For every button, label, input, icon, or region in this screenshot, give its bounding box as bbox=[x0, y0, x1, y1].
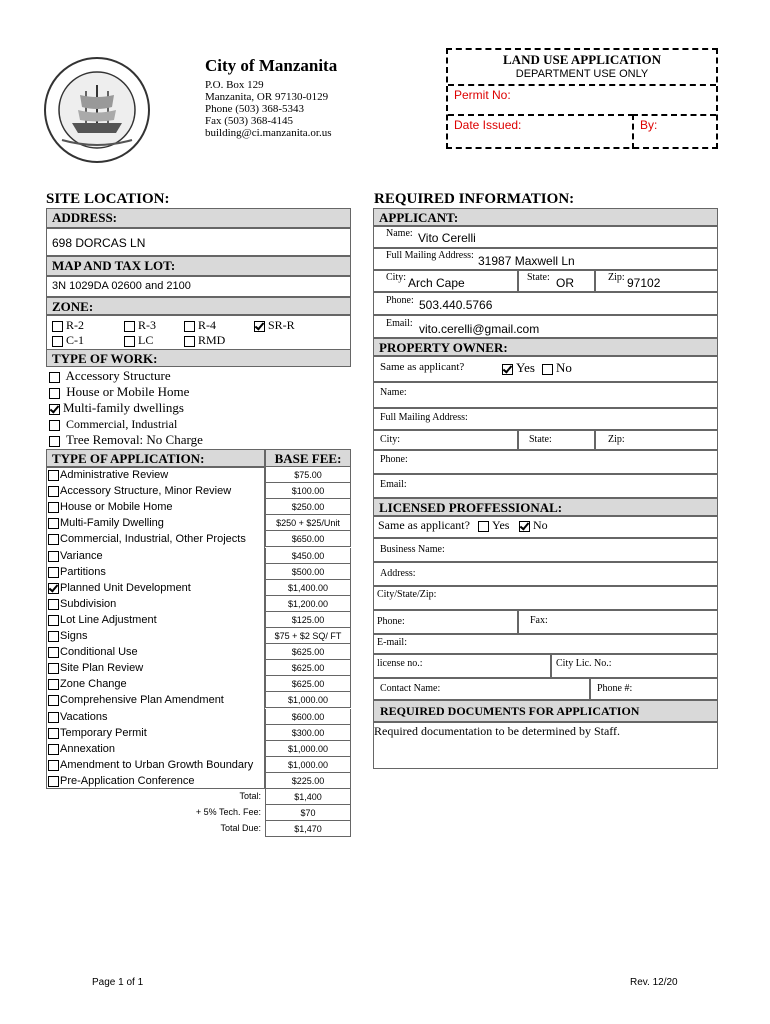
application-type-checkbox[interactable] bbox=[48, 631, 59, 642]
application-type-label: Partitions bbox=[60, 565, 106, 578]
type-of-application-header: TYPE OF APPLICATION: bbox=[46, 449, 265, 467]
base-fee-cell: $125.00 bbox=[265, 612, 351, 628]
page-number: Page 1 of 1 bbox=[92, 977, 144, 988]
application-type-checkbox[interactable] bbox=[48, 583, 59, 594]
base-fee-cell: $625.00 bbox=[265, 676, 351, 692]
work-accessory-checkbox[interactable] bbox=[49, 372, 60, 383]
application-type-row[interactable] bbox=[46, 741, 351, 757]
application-type-label: Annexation bbox=[60, 742, 116, 755]
owner-name-field[interactable]: Name: bbox=[373, 382, 718, 408]
application-type-checkbox[interactable] bbox=[48, 567, 59, 578]
application-type-label: Commercial, Industrial, Other Projects bbox=[60, 533, 246, 546]
owner-yes-checkbox[interactable] bbox=[502, 364, 513, 375]
business-name-field[interactable]: Business Name: bbox=[373, 538, 718, 562]
zone-header: ZONE: bbox=[46, 297, 351, 315]
application-type-row[interactable] bbox=[46, 612, 351, 628]
total-label: Total Due: bbox=[220, 823, 261, 833]
application-type-checkbox[interactable] bbox=[48, 502, 59, 513]
city-phone: Phone (503) 368-5343 bbox=[205, 103, 304, 115]
owner-city-field[interactable]: City: bbox=[373, 430, 518, 450]
base-fee-cell: $500.00 bbox=[265, 564, 351, 580]
po-box: P.O. Box 129 bbox=[205, 79, 264, 91]
application-type-checkbox[interactable] bbox=[48, 551, 59, 562]
applicant-name-field[interactable]: Name: Vito Cerelli bbox=[373, 226, 718, 248]
type-of-work-header: TYPE OF WORK: bbox=[46, 349, 351, 367]
owner-no-checkbox[interactable] bbox=[542, 364, 553, 375]
application-type-label: Zone Change bbox=[60, 678, 127, 691]
application-type-label: Accessory Structure, Minor Review bbox=[60, 485, 232, 498]
owner-state-field[interactable]: State: bbox=[518, 430, 595, 450]
application-type-row[interactable] bbox=[46, 773, 351, 789]
zone-r4-checkbox[interactable] bbox=[184, 321, 195, 332]
application-type-label: Administrative Review bbox=[60, 469, 169, 481]
total-label: Total: bbox=[239, 791, 261, 801]
application-type-row[interactable] bbox=[46, 531, 351, 547]
lic-city-state-zip-field[interactable]: City/State/Zip: bbox=[373, 586, 718, 610]
base-fee-cell: $75 + $2 SQ/ FT bbox=[265, 628, 351, 644]
application-type-checkbox[interactable] bbox=[48, 518, 59, 529]
owner-zip-field[interactable]: Zip: bbox=[595, 430, 718, 450]
zone-r2[interactable]: R-2 bbox=[52, 318, 84, 333]
application-type-row[interactable] bbox=[46, 692, 351, 708]
zone-srr[interactable]: SR-R bbox=[254, 318, 295, 333]
base-fee-cell: $450.00 bbox=[265, 548, 351, 564]
application-type-row[interactable] bbox=[46, 548, 351, 564]
owner-same-no[interactable]: No bbox=[542, 360, 572, 376]
base-fee-cell: $75.00 bbox=[265, 467, 351, 483]
revision: Rev. 12/20 bbox=[630, 977, 678, 988]
application-type-row[interactable] bbox=[46, 660, 351, 676]
application-type-label: Subdivision bbox=[60, 597, 117, 610]
owner-phone-field[interactable]: Phone: bbox=[373, 450, 718, 474]
base-fee-cell: $625.00 bbox=[265, 644, 351, 660]
land-use-title: LAND USE APPLICATION bbox=[503, 52, 661, 67]
city-lic-no-field[interactable]: City Lic. No.: bbox=[551, 654, 718, 678]
application-type-label: Site Plan Review bbox=[60, 662, 144, 675]
application-type-row[interactable] bbox=[46, 580, 351, 596]
work-tree-checkbox[interactable] bbox=[49, 436, 60, 447]
address-field[interactable]: 698 DORCAS LN bbox=[46, 228, 351, 256]
application-type-row[interactable] bbox=[46, 499, 351, 515]
application-type-checkbox[interactable] bbox=[48, 679, 59, 690]
site-location-heading: SITE LOCATION: bbox=[46, 191, 170, 207]
application-type-row[interactable] bbox=[46, 483, 351, 499]
map-tax-lot-header: MAP AND TAX LOT: bbox=[46, 256, 351, 276]
application-type-checkbox[interactable] bbox=[48, 776, 59, 787]
city-state: Manzanita, OR 97130-0129 bbox=[205, 91, 329, 103]
license-no-field[interactable]: license no.: bbox=[373, 654, 551, 678]
work-house-checkbox[interactable] bbox=[49, 388, 60, 399]
lic-address-field[interactable]: Address: bbox=[373, 562, 718, 586]
application-type-row[interactable] bbox=[46, 676, 351, 692]
lic-phone-field[interactable]: Phone: bbox=[373, 610, 518, 634]
application-type-row[interactable] bbox=[46, 725, 351, 741]
applicant-zip-field[interactable]: Zip: 97102 bbox=[595, 270, 718, 292]
required-documents-field[interactable]: Required documentation to be determined by Staff. bbox=[373, 722, 718, 769]
application-type-row[interactable] bbox=[46, 564, 351, 580]
base-fee-cell: $1,000.00 bbox=[265, 757, 351, 773]
application-type-checkbox[interactable] bbox=[48, 744, 59, 755]
applicant-city-field[interactable]: City: Arch Cape bbox=[373, 270, 518, 292]
lic-no-checkbox[interactable] bbox=[519, 521, 530, 532]
application-type-row[interactable] bbox=[46, 515, 351, 531]
application-type-label: Comprehensive Plan Amendment bbox=[60, 694, 224, 707]
city-email: building@ci.manzanita.or.us bbox=[205, 127, 332, 139]
address-header: ADDRESS: bbox=[46, 208, 351, 228]
required-information-heading: REQUIRED INFORMATION: bbox=[374, 191, 575, 207]
map-tax-lot-field[interactable]: 3N 1029DA 02600 and 2100 bbox=[46, 276, 351, 297]
base-fee-cell: $250 + $25/Unit bbox=[265, 515, 351, 531]
applicant-state-field[interactable]: State: OR bbox=[518, 270, 595, 292]
base-fee-cell: $1,400.00 bbox=[265, 580, 351, 596]
application-type-label: Variance bbox=[60, 549, 103, 562]
application-type-label: Signs bbox=[60, 630, 88, 642]
lic-yes-checkbox[interactable] bbox=[478, 521, 489, 532]
application-type-checkbox[interactable] bbox=[48, 470, 59, 481]
work-commercial[interactable]: Commercial, Industrial bbox=[49, 416, 203, 432]
total-value: $70 bbox=[265, 805, 351, 821]
zone-lc-checkbox[interactable] bbox=[124, 336, 135, 347]
application-type-label: Planned Unit Development bbox=[60, 581, 191, 594]
application-type-checkbox[interactable] bbox=[48, 712, 59, 723]
applicant-phone-field[interactable]: Phone: 503.440.5766 bbox=[373, 292, 718, 315]
permit-no-field[interactable]: Permit No: bbox=[448, 84, 716, 116]
base-fee-cell: $225.00 bbox=[265, 773, 351, 789]
zone-r3-checkbox[interactable] bbox=[124, 321, 135, 332]
work-house-mobile[interactable]: House or Mobile Home bbox=[49, 384, 203, 400]
owner-same-as-applicant: Same as applicant? Yes No bbox=[373, 356, 718, 382]
base-fee-cell: $300.00 bbox=[265, 725, 351, 741]
zone-rmd-checkbox[interactable] bbox=[184, 336, 195, 347]
base-fee-cell: $650.00 bbox=[265, 531, 351, 547]
work-multifamily[interactable]: Multi-family dwellings bbox=[49, 400, 203, 416]
zone-r4[interactable]: R-4 bbox=[184, 318, 216, 333]
city-seal bbox=[42, 55, 152, 165]
lic-email-field[interactable]: E-mail: bbox=[373, 634, 718, 654]
application-type-checkbox[interactable] bbox=[48, 534, 59, 545]
application-type-label: Multi-Family Dwelling bbox=[60, 517, 164, 530]
application-type-row[interactable] bbox=[46, 709, 351, 725]
applicant-header: APPLICANT: bbox=[373, 208, 718, 226]
base-fee-cell: $1,000.00 bbox=[265, 741, 351, 757]
applicant-email-field[interactable]: Email: vito.cerelli@gmail.com bbox=[373, 315, 718, 338]
work-multifamily-checkbox[interactable] bbox=[49, 404, 60, 415]
application-type-row[interactable] bbox=[46, 596, 351, 612]
contact-name-field[interactable]: Contact Name: bbox=[373, 678, 590, 700]
zone-rmd[interactable]: RMD bbox=[184, 333, 225, 348]
base-fee-cell: $600.00 bbox=[265, 709, 351, 725]
owner-same-yes[interactable]: Yes bbox=[502, 360, 535, 376]
department-use-box bbox=[446, 48, 718, 149]
total-value: $1,470 bbox=[265, 821, 351, 837]
zone-c1-checkbox[interactable] bbox=[52, 336, 63, 347]
applicant-mailing-field[interactable]: Full Mailing Address: 31987 Maxwell Ln bbox=[373, 248, 718, 270]
licensed-professional-header: LICENSED PROFFESSIONAL: bbox=[373, 498, 718, 516]
zone-lc[interactable]: LC bbox=[124, 333, 153, 348]
zone-r2-checkbox[interactable] bbox=[52, 321, 63, 332]
application-type-checkbox[interactable] bbox=[48, 599, 59, 610]
work-tree-removal[interactable]: Tree Removal: No Charge bbox=[49, 432, 203, 448]
application-type-label: Amendment to Urban Growth Boundary bbox=[60, 758, 254, 771]
base-fee-cell: $100.00 bbox=[265, 483, 351, 499]
work-commercial-checkbox[interactable] bbox=[49, 420, 60, 431]
total-label: + 5% Tech. Fee: bbox=[195, 807, 261, 817]
lic-same-as-applicant: Same as applicant? Yes No bbox=[373, 516, 718, 538]
zone-srr-checkbox[interactable] bbox=[254, 321, 265, 332]
property-owner-header: PROPERTY OWNER: bbox=[373, 338, 718, 356]
application-type-label: Pre-Application Conference bbox=[60, 774, 195, 787]
application-type-checkbox[interactable] bbox=[48, 647, 59, 658]
work-accessory-structure[interactable]: Accessory Structure bbox=[49, 368, 203, 384]
base-fee-cell: $625.00 bbox=[265, 660, 351, 676]
application-type-label: Temporary Permit bbox=[60, 726, 147, 739]
lic-same-yes[interactable]: Yes bbox=[478, 518, 509, 533]
application-type-label: Lot Line Adjustment bbox=[60, 613, 157, 626]
application-type-checkbox[interactable] bbox=[48, 760, 59, 771]
application-type-label: House or Mobile Home bbox=[60, 501, 173, 514]
department-use-subtitle: DEPARTMENT USE ONLY bbox=[515, 68, 649, 80]
base-fee-header: BASE FEE: bbox=[265, 449, 351, 467]
application-type-row[interactable] bbox=[46, 757, 351, 773]
owner-mailing-field[interactable]: Full Mailing Address: bbox=[373, 408, 718, 430]
zone-r3[interactable]: R-3 bbox=[124, 318, 156, 333]
lic-same-no[interactable]: No bbox=[519, 518, 548, 533]
total-value: $1,400 bbox=[265, 789, 351, 805]
base-fee-cell: $250.00 bbox=[265, 499, 351, 515]
application-type-checkbox[interactable] bbox=[48, 486, 59, 497]
application-type-row[interactable] bbox=[46, 644, 351, 660]
base-fee-cell: $1,200.00 bbox=[265, 596, 351, 612]
application-type-label: Conditional Use bbox=[60, 646, 138, 659]
application-type-label: Vacations bbox=[60, 710, 108, 723]
city-fax: Fax (503) 368-4145 bbox=[205, 115, 293, 127]
contact-phone-field[interactable]: Phone #: bbox=[590, 678, 718, 700]
by-field[interactable]: By: bbox=[632, 114, 716, 149]
lic-fax-field[interactable]: Fax: bbox=[518, 610, 718, 634]
application-type-row[interactable] bbox=[46, 628, 351, 644]
owner-email-field[interactable]: Email: bbox=[373, 474, 718, 498]
base-fee-cell: $1,000.00 bbox=[265, 692, 351, 708]
city-name: City of Manzanita bbox=[205, 56, 338, 75]
application-type-checkbox[interactable] bbox=[48, 728, 59, 739]
application-type-row[interactable] bbox=[46, 467, 351, 483]
zone-c1[interactable]: C-1 bbox=[52, 333, 84, 348]
required-documents-header: REQUIRED DOCUMENTS FOR APPLICATION bbox=[373, 700, 718, 722]
application-type-checkbox[interactable] bbox=[48, 663, 59, 674]
application-type-checkbox[interactable] bbox=[48, 695, 59, 706]
application-type-checkbox[interactable] bbox=[48, 615, 59, 626]
date-issued-field[interactable]: Date Issued: bbox=[448, 114, 634, 149]
